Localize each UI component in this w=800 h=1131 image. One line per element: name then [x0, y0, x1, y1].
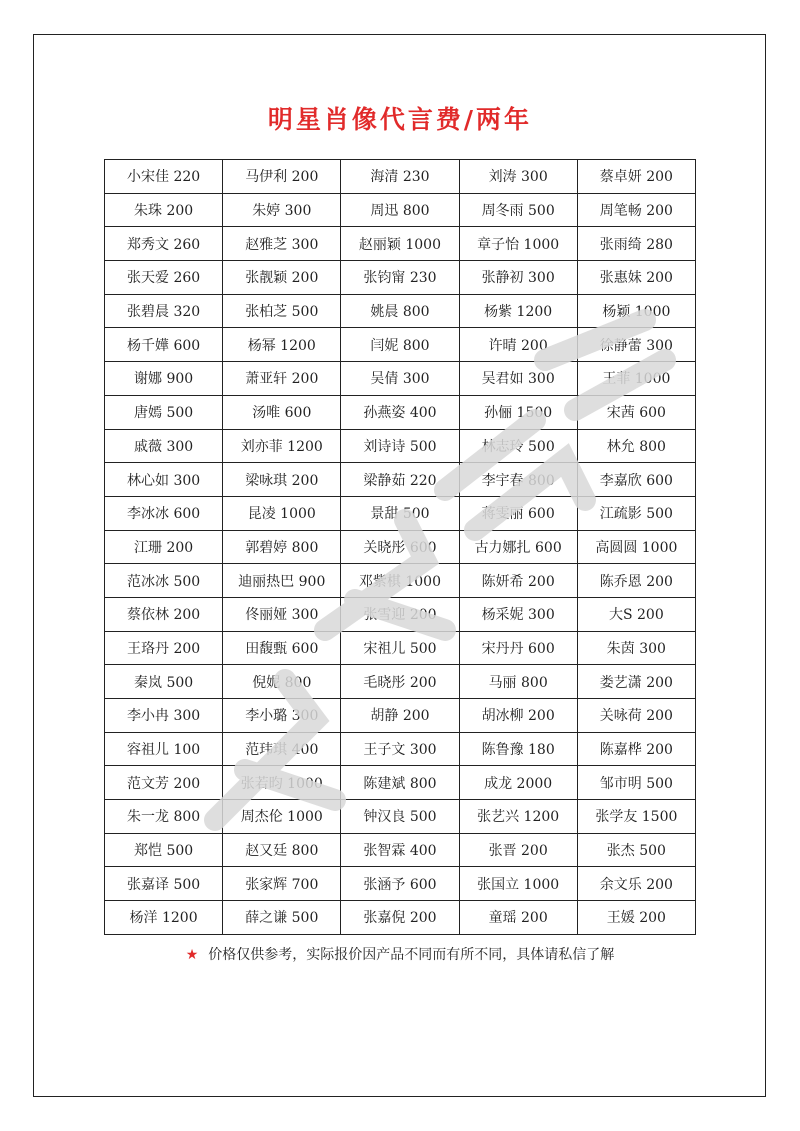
table-cell: 成龙 2000 [459, 766, 577, 800]
table-cell: 周笔畅 200 [577, 193, 695, 227]
table-cell: 陈建斌 800 [341, 766, 459, 800]
table-cell: 张雨绮 280 [577, 227, 695, 261]
table-cell: 江疏影 500 [577, 496, 695, 530]
table-cell: 毛晓彤 200 [341, 665, 459, 699]
table-cell: 林允 800 [577, 429, 695, 463]
table-cell: 郑恺 500 [105, 833, 223, 867]
table-cell: 马丽 800 [459, 665, 577, 699]
table-cell: 闫妮 800 [341, 328, 459, 362]
table-cell: 许晴 200 [459, 328, 577, 362]
table-cell: 赵又廷 800 [223, 833, 341, 867]
table-cell: 马伊利 200 [223, 160, 341, 194]
table-cell: 钟汉良 500 [341, 800, 459, 834]
table-cell: 宋茜 600 [577, 395, 695, 429]
table-cell: 蒋雯丽 600 [459, 496, 577, 530]
table-cell: 王菲 1000 [577, 362, 695, 396]
table-cell: 李小冉 300 [105, 699, 223, 733]
table-row [105, 732, 696, 766]
table-cell: 海清 230 [341, 160, 459, 194]
table-cell: 周杰伦 1000 [223, 800, 341, 834]
table-cell: 赵雅芝 300 [223, 227, 341, 261]
table-cell: 林志玲 500 [459, 429, 577, 463]
table-cell: 杨紫 1200 [459, 294, 577, 328]
table-row [105, 362, 696, 396]
table-cell: 郭碧婷 800 [223, 530, 341, 564]
table-cell: 张艺兴 1200 [459, 800, 577, 834]
table-row [105, 597, 696, 631]
table-row [105, 901, 696, 935]
table-cell: 张雪迎 200 [341, 597, 459, 631]
table-row [105, 294, 696, 328]
table-row [105, 564, 696, 598]
table-cell: 胡静 200 [341, 699, 459, 733]
table-cell: 古力娜扎 600 [459, 530, 577, 564]
table-cell: 张国立 1000 [459, 867, 577, 901]
table-cell: 大S 200 [577, 597, 695, 631]
table-cell: 关晓彤 600 [341, 530, 459, 564]
table-cell: 萧亚轩 200 [223, 362, 341, 396]
table-cell: 容祖儿 100 [105, 732, 223, 766]
table-cell: 张碧晨 320 [105, 294, 223, 328]
table-cell: 李小璐 300 [223, 699, 341, 733]
table-cell: 张晋 200 [459, 833, 577, 867]
table-cell: 孙俪 1500 [459, 395, 577, 429]
table-cell: 姚晨 800 [341, 294, 459, 328]
table-cell: 小宋佳 220 [105, 160, 223, 194]
table-cell: 刘诗诗 500 [341, 429, 459, 463]
table-row [105, 631, 696, 665]
table-cell: 胡冰柳 200 [459, 699, 577, 733]
table-cell: 宋祖儿 500 [341, 631, 459, 665]
table-cell: 范文芳 200 [105, 766, 223, 800]
table-cell: 谢娜 900 [105, 362, 223, 396]
table-row [105, 766, 696, 800]
table-cell: 邓紫棋 1000 [341, 564, 459, 598]
table-cell: 范冰冰 500 [105, 564, 223, 598]
table-cell: 朱珠 200 [105, 193, 223, 227]
table-row [105, 665, 696, 699]
table-cell: 佟丽娅 300 [223, 597, 341, 631]
table-row [105, 160, 696, 194]
table-cell: 张嘉倪 200 [341, 901, 459, 935]
table-cell: 秦岚 500 [105, 665, 223, 699]
price-note [0, 944, 800, 964]
table-cell: 张静初 300 [459, 261, 577, 295]
star-icon: ★ [185, 947, 199, 963]
table-row [105, 227, 696, 261]
table-cell: 赵丽颖 1000 [341, 227, 459, 261]
table-cell: 刘涛 300 [459, 160, 577, 194]
table-cell: 徐静蕾 300 [577, 328, 695, 362]
table-cell: 杨采妮 300 [459, 597, 577, 631]
table-row [105, 193, 696, 227]
table-cell: 朱一龙 800 [105, 800, 223, 834]
table-row [105, 463, 696, 497]
table-cell: 张天爱 260 [105, 261, 223, 295]
table-cell: 蔡卓妍 200 [577, 160, 695, 194]
table-row [105, 833, 696, 867]
table-cell: 范玮琪 400 [223, 732, 341, 766]
table-cell: 薛之谦 500 [223, 901, 341, 935]
table-row [105, 429, 696, 463]
table-cell: 唐嫣 500 [105, 395, 223, 429]
table-cell: 娄艺潇 200 [577, 665, 695, 699]
table-cell: 张智霖 400 [341, 833, 459, 867]
table-cell: 梁静茹 220 [341, 463, 459, 497]
table-cell: 迪丽热巴 900 [223, 564, 341, 598]
table-row [105, 530, 696, 564]
table-cell: 张家辉 700 [223, 867, 341, 901]
price-table-body [105, 160, 696, 935]
table-cell: 倪妮 800 [223, 665, 341, 699]
table-cell: 李冰冰 600 [105, 496, 223, 530]
table-cell: 陈嘉桦 200 [577, 732, 695, 766]
table-cell: 昆凌 1000 [223, 496, 341, 530]
table-row [105, 328, 696, 362]
table-cell: 宋丹丹 600 [459, 631, 577, 665]
table-cell: 杨千嬅 600 [105, 328, 223, 362]
table-cell: 张柏芝 500 [223, 294, 341, 328]
table-cell: 蔡依林 200 [105, 597, 223, 631]
table-cell: 江珊 200 [105, 530, 223, 564]
table-cell: 张嘉译 500 [105, 867, 223, 901]
table-cell: 周迅 800 [341, 193, 459, 227]
table-cell: 章子怡 1000 [459, 227, 577, 261]
table-cell: 张杰 500 [577, 833, 695, 867]
table-row [105, 261, 696, 295]
table-row [105, 395, 696, 429]
table-cell: 汤唯 600 [223, 395, 341, 429]
table-row [105, 867, 696, 901]
table-cell: 吴倩 300 [341, 362, 459, 396]
table-cell: 戚薇 300 [105, 429, 223, 463]
table-cell: 张若昀 1000 [223, 766, 341, 800]
table-cell: 郑秀文 260 [105, 227, 223, 261]
table-cell: 余文乐 200 [577, 867, 695, 901]
table-cell: 关咏荷 200 [577, 699, 695, 733]
table-cell: 孙燕姿 400 [341, 395, 459, 429]
table-cell: 陈乔恩 200 [577, 564, 695, 598]
table-cell: 田馥甄 600 [223, 631, 341, 665]
table-cell: 朱婷 300 [223, 193, 341, 227]
table-cell: 张钧甯 230 [341, 261, 459, 295]
table-cell: 朱茵 300 [577, 631, 695, 665]
table-cell: 陈妍希 200 [459, 564, 577, 598]
table-cell: 杨颖 1000 [577, 294, 695, 328]
table-cell: 王媛 200 [577, 901, 695, 935]
table-cell: 邹市明 500 [577, 766, 695, 800]
table-cell: 王子文 300 [341, 732, 459, 766]
table-cell: 高圆圆 1000 [577, 530, 695, 564]
table-row [105, 800, 696, 834]
table-cell: 张靓颖 200 [223, 261, 341, 295]
table-cell: 童瑶 200 [459, 901, 577, 935]
table-cell: 杨幂 1200 [223, 328, 341, 362]
table-cell: 王珞丹 200 [105, 631, 223, 665]
table-cell: 杨洋 1200 [105, 901, 223, 935]
table-cell: 张学友 1500 [577, 800, 695, 834]
table-cell: 张惠妹 200 [577, 261, 695, 295]
table-cell: 吴君如 300 [459, 362, 577, 396]
table-cell: 林心如 300 [105, 463, 223, 497]
table-cell: 梁咏琪 200 [223, 463, 341, 497]
table-cell: 李嘉欣 600 [577, 463, 695, 497]
table-cell: 周冬雨 500 [459, 193, 577, 227]
page-title: 明星肖像代言费/两年 [267, 105, 533, 134]
note-text: 价格仅供参考，实际报价因产品不同而有所不同，具体请私信了解 [208, 947, 615, 963]
table-cell: 李宇春 800 [459, 463, 577, 497]
table-row [105, 699, 696, 733]
price-table [104, 159, 696, 935]
table-cell: 景甜 500 [341, 496, 459, 530]
table-cell: 张涵予 600 [341, 867, 459, 901]
table-cell: 陈鲁豫 180 [459, 732, 577, 766]
table-row [105, 496, 696, 530]
table-cell: 刘亦菲 1200 [223, 429, 341, 463]
